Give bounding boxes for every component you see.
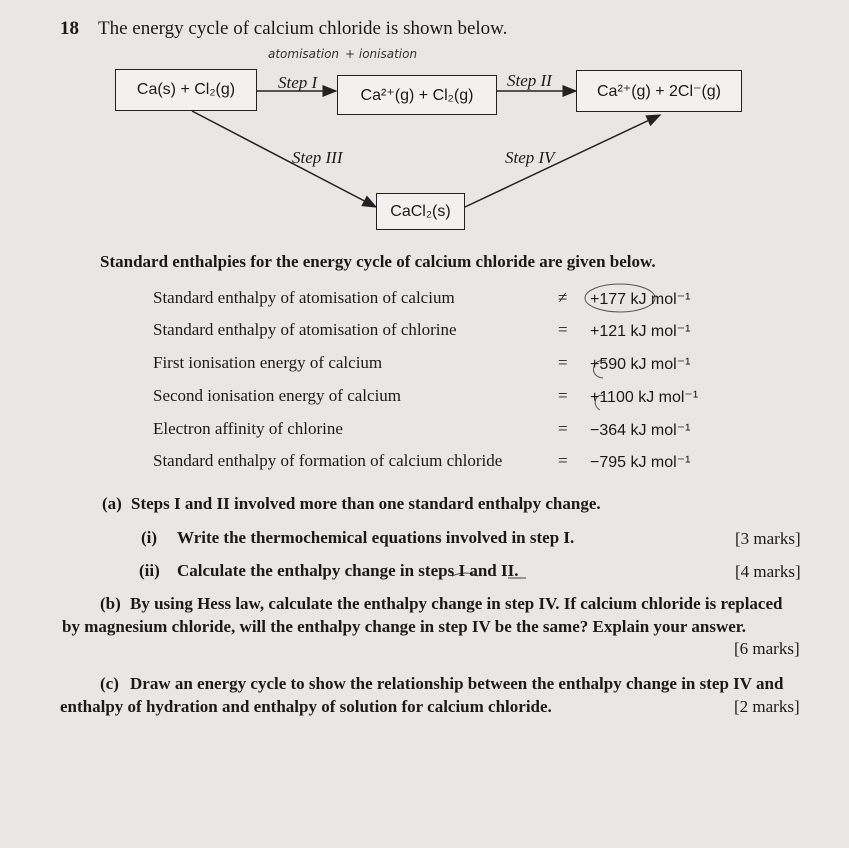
enthalpy-eq-3: = [558,353,568,372]
enthalpy-eq-4: = [558,386,568,405]
part-a-tag: (a) [102,494,122,513]
part-b-tag: (b) [100,594,121,613]
step-4-label: Step IV [505,148,555,167]
part-a-i-tag: (i) [141,528,158,547]
enthalpy-eq-2: = [558,320,568,339]
enthalpy-label-6: Standard enthalpy of formation of calcium chloride [153,451,503,470]
part-b-marks: [6 marks] [734,639,800,658]
enthalpy-label-3: First ionisation energy of calcium [153,353,383,372]
box-product: CaCl₂(s) [376,193,465,230]
enthalpies-intro: Standard enthalpies for the energy cycle of calcium chloride are given below. [100,252,656,271]
enthalpy-value-5: −364 kJ mol⁻¹ [590,422,691,439]
enthalpy-label-2: Standard enthalpy of atomisation of chlorine [153,320,457,339]
part-a-ii-text: Calculate the enthalpy change in steps I and II. [177,561,519,580]
part-c-marks: [2 marks] [734,697,800,716]
step-3-label: Step III [292,148,343,167]
part-a-i-text: Write the thermochemical equations involved in step I. [177,528,575,547]
step-1-label: Step I [278,73,318,92]
part-b-line1: By using Hess law, calculate the enthalpy change in step IV. If calcium chloride is replaced [130,594,783,613]
enthalpy-eq-5: = [558,419,568,438]
part-a-i-marks: [3 marks] [735,529,801,548]
step-2-label: Step II [507,71,552,90]
enthalpy-eq-6: = [558,451,568,470]
handwritten-note-atomisation: atomisation [268,47,340,61]
part-c-tag: (c) [100,674,119,693]
part-a-ii-tag: (ii) [139,561,160,580]
enthalpy-label-1: Standard enthalpy of atomisation of calcium [153,288,455,307]
step-3-arrow [192,111,376,207]
enthalpy-eq-1: ≠ [558,288,568,307]
part-a-ii-marks: [4 marks] [735,562,801,581]
enthalpy-value-2: +121 kJ mol⁻¹ [590,323,691,340]
part-c-line2: enthalpy of hydration and enthalpy of solution for calcium chloride. [60,697,552,716]
enthalpy-label-5: Electron affinity of chlorine [153,419,343,438]
step-4-arrow [465,115,660,207]
box-reactants: Ca(s) + Cl₂(g) [115,69,257,111]
enthalpy-value-4: +1100 kJ mol⁻¹ [590,389,699,406]
part-c-line1: Draw an energy cycle to show the relationship between the enthalpy change in step IV and [130,674,784,693]
box-intermediate-2: Ca²⁺(g) + 2Cl⁻(g) [576,70,742,112]
part-a-text: Steps I and II involved more than one standard enthalpy change. [131,494,601,513]
part-b-line2: by magnesium chloride, will the enthalpy change in step IV be the same? Explain your answer. [62,617,747,636]
enthalpy-value-6: −795 kJ mol⁻¹ [590,454,691,471]
question-number: 18 [60,18,79,39]
question-title: The energy cycle of calcium chloride is shown below. [98,18,508,39]
enthalpy-label-4: Second ionisation energy of calcium [153,386,402,405]
enthalpy-value-3: +590 kJ mol⁻¹ [590,356,691,373]
handwritten-note-ionisation: + ionisation [345,47,418,61]
box-intermediate-1: Ca²⁺(g) + Cl₂(g) [337,75,497,115]
enthalpy-value-1: +177 kJ mol⁻¹ [590,291,691,308]
